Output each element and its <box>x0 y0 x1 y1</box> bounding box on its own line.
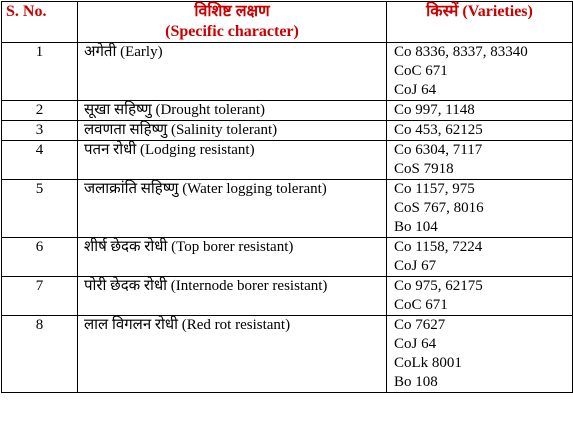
table-row <box>2 316 573 393</box>
row-specific-character: लवणता सहिष्णु (Salinity tolerant) <box>78 121 387 141</box>
variety-line: CoJ 64 <box>394 82 437 98</box>
row-number: 6 <box>2 238 78 277</box>
variety-line: CoLk 8001 <box>394 355 462 371</box>
row-number: 3 <box>2 121 78 141</box>
row-specific-character: लाल विगलन रोधी (Red rot resistant) <box>78 316 387 393</box>
header-sno: S. No. <box>2 2 78 43</box>
row-specific-character: शीर्ष छेदक रोधी (Top borer resistant) <box>78 238 387 277</box>
row-specific-character: पतन रोधी (Lodging resistant) <box>78 141 387 180</box>
sugarcane-varieties-table <box>1 1 573 393</box>
table-row <box>2 180 573 238</box>
row-varieties <box>387 121 573 141</box>
row-varieties <box>387 43 573 101</box>
row-specific-character: अगेती (Early) <box>78 43 387 101</box>
row-specific-character: जलाक्रांति सहिष्णु (Water logging tolerant) <box>78 180 387 238</box>
table-row <box>2 277 573 316</box>
row-number: 8 <box>2 316 78 393</box>
variety-line: Co 1157, 975 <box>394 181 475 197</box>
row-varieties <box>387 141 573 180</box>
header-specific-character <box>78 2 387 43</box>
variety-line: Bo 104 <box>394 219 438 235</box>
variety-line: Co 453, 62125 <box>394 122 483 138</box>
variety-line: CoS 767, 8016 <box>394 200 484 216</box>
table-row <box>2 141 573 180</box>
variety-line: CoC 671 <box>394 297 448 313</box>
table-body <box>2 43 573 393</box>
variety-line: Co 975, 62175 <box>394 278 483 294</box>
variety-line: CoJ 64 <box>394 336 437 352</box>
row-number: 7 <box>2 277 78 316</box>
table-row <box>2 121 573 141</box>
table-row <box>2 43 573 101</box>
row-varieties <box>387 180 573 238</box>
header-row <box>2 2 573 43</box>
row-number: 1 <box>2 43 78 101</box>
header-character-english: (Specific character) <box>165 23 299 40</box>
varieties-table-container <box>1 1 573 393</box>
header-character-hindi: विशिष्ट लक्षण <box>194 3 270 20</box>
row-varieties <box>387 316 573 393</box>
variety-line: Co 1158, 7224 <box>394 239 483 255</box>
row-number: 4 <box>2 141 78 180</box>
row-varieties <box>387 277 573 316</box>
row-varieties <box>387 101 573 121</box>
row-number: 2 <box>2 101 78 121</box>
variety-line: CoC 671 <box>394 63 448 79</box>
variety-line: Co 7627 <box>394 317 446 333</box>
row-varieties <box>387 238 573 277</box>
variety-line: Co 6304, 7117 <box>394 142 483 158</box>
variety-line: Bo 108 <box>394 374 438 390</box>
variety-line: CoS 7918 <box>394 161 454 177</box>
table-row <box>2 238 573 277</box>
variety-line: CoJ 67 <box>394 258 437 274</box>
row-specific-character: पोरी छेदक रोधी (Internode borer resistant) <box>78 277 387 316</box>
table-header <box>2 2 573 43</box>
table-row <box>2 101 573 121</box>
variety-line: Co 997, 1148 <box>394 102 475 118</box>
row-specific-character: सूखा सहिष्णु (Drought tolerant) <box>78 101 387 121</box>
row-number: 5 <box>2 180 78 238</box>
header-varieties: किस्में (Varieties) <box>387 2 573 43</box>
variety-line: Co 8336, 8337, 83340 <box>394 44 528 60</box>
